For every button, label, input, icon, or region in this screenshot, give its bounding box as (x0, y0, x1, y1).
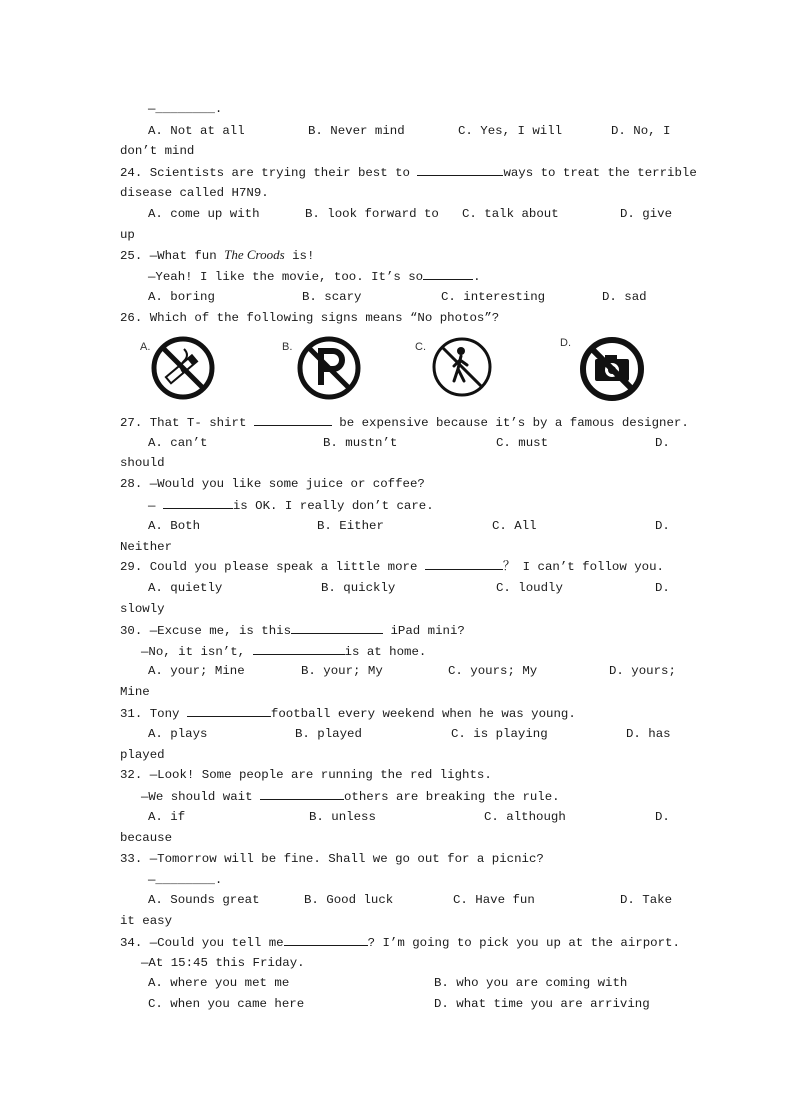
q28-option-c: C. All (492, 519, 537, 533)
q30-option-b: B. your; My (301, 664, 383, 678)
q24-option-d-wrap: up (120, 228, 135, 242)
q30-stem: 30. —Excuse me, is this iPad mini? (120, 624, 465, 638)
q25-option-d: D. sad (602, 290, 647, 304)
q31-stem: 31. Tony football every weekend when he was young. (120, 707, 576, 721)
q29-option-a: A. quietly (148, 581, 223, 595)
q30-option-a: A. your; Mine (148, 664, 245, 678)
q34-option-a: A. where you met me (148, 976, 290, 990)
q25-blank (423, 268, 473, 280)
q28-line2: — is OK. I really don’t care. (148, 499, 434, 513)
q31-option-d: D. has (626, 727, 671, 741)
q30-option-c: C. yours; My (448, 664, 538, 678)
q33-option-a: A. Sounds great (148, 893, 260, 907)
no-parking-icon (296, 335, 362, 401)
q27-option-d: D. (655, 436, 670, 450)
q30-line2: —No, it isn’t, is at home. (141, 645, 427, 659)
q24-stem-line2: disease called H7N9. (120, 186, 269, 200)
q32-option-d-wrap: because (120, 831, 173, 845)
q32-option-a: A. if (148, 810, 186, 824)
q25-option-b: B. scary (302, 290, 362, 304)
q34-blank (284, 934, 368, 946)
q28-option-d: D. (655, 519, 670, 533)
q27-stem: 27. That T- shirt be expensive because it’s by a famous designer. (120, 416, 689, 430)
no-smoking-icon (150, 335, 216, 401)
q23-option-c: C. Yes, I will (458, 124, 563, 138)
q34-line2: —At 15:45 this Friday. (141, 956, 305, 970)
q30-option-d: D. yours; (609, 664, 676, 678)
q23-option-d-wrap: don’t mind (120, 144, 195, 158)
q24-stem: 24. Scientists are trying their best to ways to treat the terrible (120, 166, 697, 180)
sign-b-label: B. (282, 341, 293, 353)
q32-line2: —We should wait others are breaking the rule. (141, 790, 560, 804)
q33-option-d-wrap: it easy (120, 914, 173, 928)
q31-option-d-wrap: played (120, 748, 165, 762)
q34-option-c: C. when you came here (148, 997, 305, 1011)
q24-option-a: A. come up with (148, 207, 260, 221)
q24-option-c: C. talk about (462, 207, 559, 221)
q29-stem: 29. Could you please speak a little more ？ I can’t follow you. (120, 560, 664, 574)
q29-option-d: D. (655, 581, 670, 595)
q28-option-b: B. Either (317, 519, 384, 533)
q28-stem: 28. —Would you like some juice or coffee? (120, 477, 425, 491)
q29-option-b: B. quickly (321, 581, 396, 595)
q29-option-c: C. loudly (496, 581, 563, 595)
q27-option-c: C. must (496, 436, 549, 450)
q33-option-d: D. Take (620, 893, 673, 907)
q34-option-b: B. who you are coming with (434, 976, 628, 990)
q24-option-b: B. look forward to (305, 207, 439, 221)
q30-blank-2 (253, 643, 345, 655)
no-photos-icon (578, 335, 646, 403)
q27-option-b: B. mustn’t (323, 436, 398, 450)
q23-reply: —________. (148, 102, 223, 116)
q23-option-b: B. Never mind (308, 124, 405, 138)
no-pedestrian-icon (430, 335, 494, 399)
q31-option-b: B. played (295, 727, 362, 741)
q25-option-a: A. boring (148, 290, 215, 304)
q33-stem: 33. —Tomorrow will be fine. Shall we go out for a picnic? (120, 852, 544, 866)
q27-blank (254, 414, 332, 426)
q28-option-a: A. Both (148, 519, 201, 533)
q24-blank (417, 164, 503, 176)
q24-option-d: D. give (620, 207, 673, 221)
q32-option-c: C. although (484, 810, 566, 824)
q29-option-d-wrap: slowly (120, 602, 165, 616)
q32-option-b: B. unless (309, 810, 376, 824)
q33-option-c: C. Have fun (453, 893, 535, 907)
q25-line2: —Yeah! I like the movie, too. It’s so . (148, 270, 481, 284)
q25-option-c: C. interesting (441, 290, 546, 304)
q26-signs (130, 335, 670, 405)
q31-blank (187, 705, 271, 717)
q31-option-c: C. is playing (451, 727, 548, 741)
q25-movie-title: The Croods (224, 247, 285, 262)
q23-option-a: A. Not at all (148, 124, 245, 138)
sign-c-label: C. (415, 341, 426, 353)
q25-stem: 25. —What fun The Croods is! (120, 247, 315, 263)
q33-option-b: B. Good luck (304, 893, 394, 907)
q34-stem: 34. —Could you tell me ? I’m going to pick you up at the airport. (120, 936, 680, 950)
q28-blank (163, 497, 233, 509)
sign-a-label: A. (140, 341, 151, 353)
q34-option-d: D. what time you are arriving (434, 997, 650, 1011)
q30-blank-1 (291, 622, 383, 634)
q33-reply: —________. (148, 873, 223, 887)
q29-blank (425, 558, 503, 570)
q23-option-d: D. No, I (611, 124, 671, 138)
q27-option-a: A. can’t (148, 436, 208, 450)
q26-stem: 26. Which of the following signs means “No photos”? (120, 311, 500, 325)
q32-option-d: D. (655, 810, 670, 824)
q31-option-a: A. plays (148, 727, 208, 741)
q27-option-d-wrap: should (120, 456, 165, 470)
sign-d-label: D. (560, 337, 571, 349)
q30-option-d-wrap: Mine (120, 685, 150, 699)
q32-stem: 32. —Look! Some people are running the red lights. (120, 768, 492, 782)
q28-option-d-wrap: Neither (120, 540, 173, 554)
q32-blank (260, 788, 344, 800)
